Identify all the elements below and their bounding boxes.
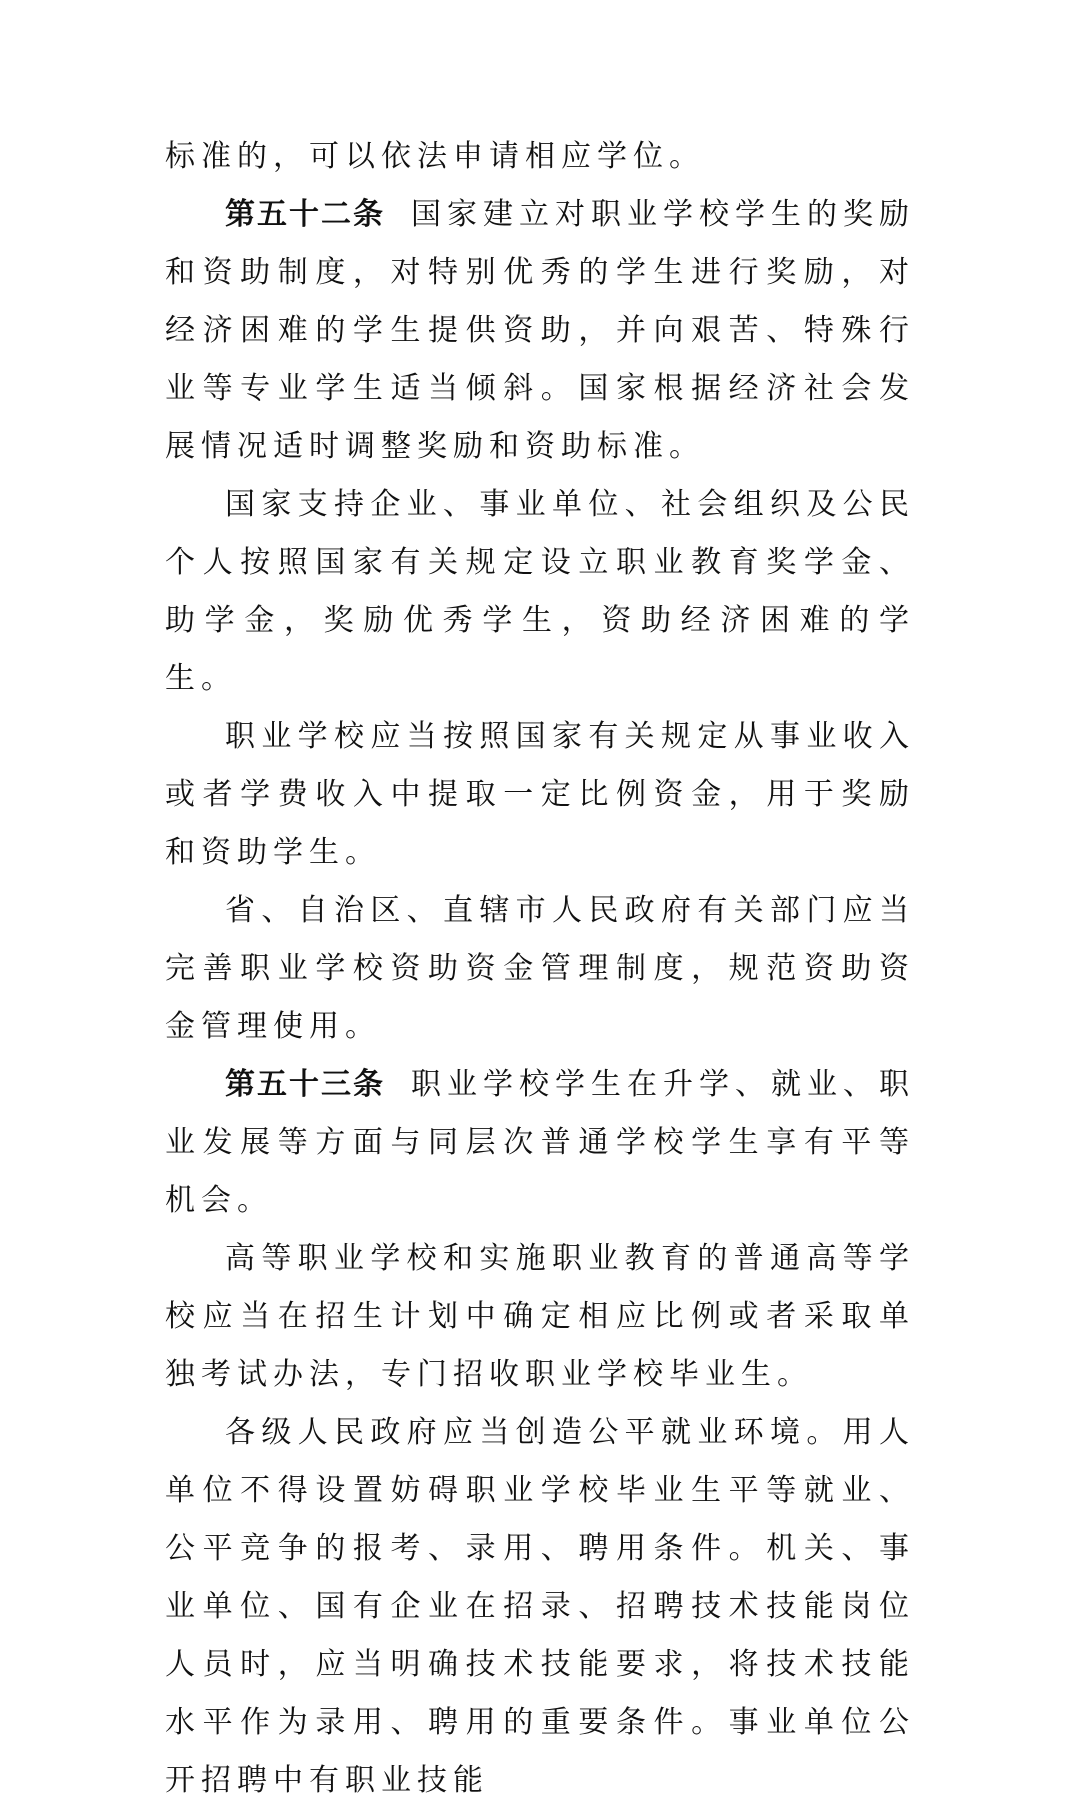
paragraph-text: 标准的，可以依法申请相应学位。 <box>165 139 705 174</box>
article-52-paragraph <box>165 186 915 476</box>
paragraph-0 <box>165 128 915 186</box>
paragraph-text: 国家支持企业、事业单位、社会组织及公民个人按照国家有关规定设立职业教育奖学金、助学金，奖励优秀学生，资助经济困难的学生。 <box>165 487 915 696</box>
paragraph-text: 职业学校应当按照国家有关规定从事业收入或者学费收入中提取一定比例资金，用于奖励和资助学生。 <box>165 719 915 870</box>
article-53-paragraph <box>165 1056 915 1230</box>
paragraph-text: 各级人民政府应当创造公平就业环境。用人单位不得设置妨碍职业学校毕业生平等就业、公平竞争的报考、录用、聘用条件。机关、事业单位、国有企业在招录、招聘技术技能岗位人员时，应当明确技术技能要求，将技术技能水平作为录用、聘用的重要条件。事业单位公开招聘中有职业技能 <box>165 1415 915 1798</box>
paragraph-3 <box>165 708 915 882</box>
paragraph-text: 高等职业学校和实施职业教育的普通高等学校应当在招生计划中确定相应比例或者采取单独考试办法，专门招收职业学校毕业生。 <box>165 1241 915 1392</box>
paragraph-text: 省、自治区、直辖市人民政府有关部门应当完善职业学校资助资金管理制度，规范资助资金管理使用。 <box>165 893 915 1044</box>
paragraph-7 <box>165 1404 915 1810</box>
paragraph-text: 国家建立对职业学校学生的奖励和资助制度，对特别优秀的学生进行奖励，对经济困难的学生提供资助，并向艰苦、特殊行业等专业学生适当倾斜。国家根据经济社会发展情况适时调整奖励和资助标准。 <box>165 197 915 464</box>
paragraph-4 <box>165 882 915 1056</box>
article-number: 第五十三条 <box>225 1067 385 1102</box>
paragraph-6 <box>165 1230 915 1404</box>
article-number: 第五十二条 <box>225 197 385 232</box>
paragraph-2 <box>165 476 915 708</box>
paragraph-text: 职业学校学生在升学、就业、职业发展等方面与同层次普通学校学生享有平等机会。 <box>165 1067 915 1218</box>
document-page <box>165 128 915 1810</box>
